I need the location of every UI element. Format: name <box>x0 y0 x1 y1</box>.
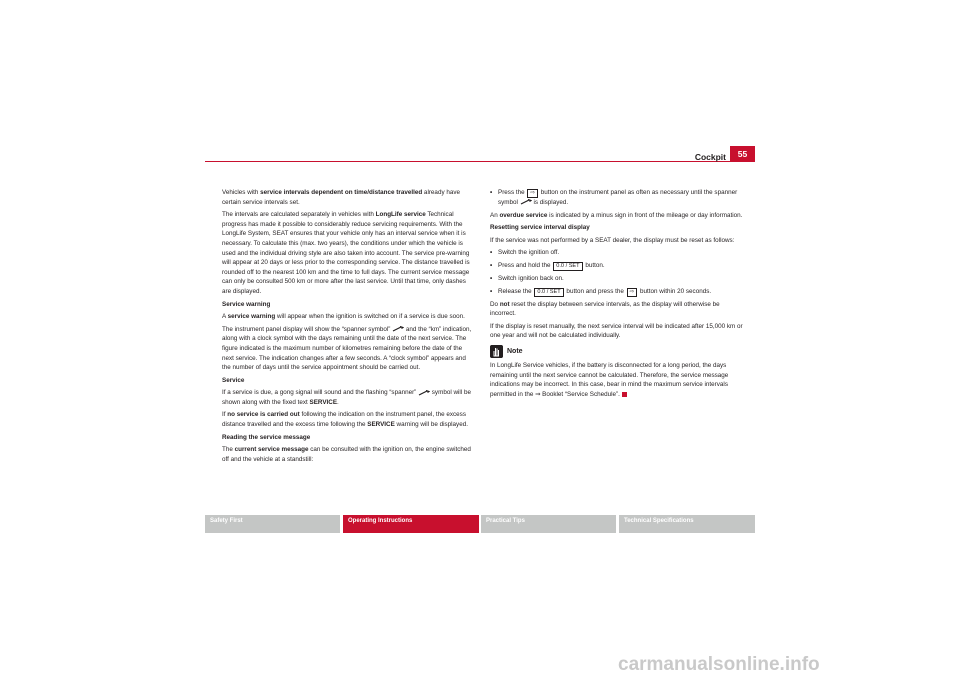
left-column <box>222 188 475 467</box>
note-hand-icon <box>490 345 503 358</box>
section-heading: Resetting service interval display <box>490 224 590 232</box>
section-heading: Reading the service message <box>222 433 311 441</box>
paragraph: An overdue service is indicated by a minus sign in front of the mileage or day information. <box>490 211 743 219</box>
list-item: • Switch the ignition off. <box>490 248 743 258</box>
arrow-button-symbol: ⇨ <box>527 189 538 198</box>
note-label: Note <box>507 347 523 355</box>
note-header <box>490 345 743 358</box>
right-column <box>490 188 743 402</box>
list-item: • Press and hold the 0.0 / SET button. <box>490 261 743 271</box>
spanner-icon <box>520 199 532 205</box>
tab-technical-specifications[interactable]: Technical Specifications <box>619 515 755 533</box>
tab-safety-first[interactable]: Safety First <box>205 515 340 533</box>
paragraph: Do not reset the display between service intervals, as the display will otherwise be incorrect. <box>490 300 720 318</box>
tab-operating-instructions[interactable]: Operating Instructions <box>343 515 479 533</box>
arrow-button-symbol: ⇨ <box>627 288 638 297</box>
watermark: carmanualsonline.info <box>618 654 820 675</box>
spanner-icon <box>392 326 404 332</box>
paragraph: If no service is carried out following the indication on the instrument panel, the excess distance travelled and the excess time following the SERVICE warning will be displayed. <box>222 411 468 429</box>
list-item: • Press the ⇨ button on the instrument panel as often as necessary until the spanner symbol is displayed. <box>490 188 743 208</box>
section-heading: Service warning <box>222 300 271 308</box>
list-item: • Switch ignition back on. <box>490 274 743 284</box>
paragraph: If the display is reset manually, the next service interval will be indicated after 15,000 km or one year and will not be calculated individually. <box>490 322 743 340</box>
paragraph: The current service message can be consulted with the ignition on, the engine switched off and the vehicle at a standstill: <box>222 446 471 463</box>
paragraph: If the service was not performed by a SEAT dealer, the display must be reset as follows: <box>490 236 735 244</box>
paragraph: The intervals are calculated separately in vehicles with LongLife service Technical progress has made it possible to considerably reduce servicing requirements. With the LongLife System, SEAT ensures that your vehicle only has an interval service when it is necessary. To calculate this (max. two years), the conditions under which the vehicle is used and the individual driving style are also taken into account. The service pre-warning will appear at 20 days or less prior to the corresponding service. The distance travelled is rounded off to the nearest 100 km and the time to full days. The current service message can only be consulted 500 km or more after the last service. Until that time, only dashes are displayed. <box>222 211 470 295</box>
paragraph: If a service is due, a gong signal will sound and the flashing “spanner” symbol will be shown along with the fixed text SERVICE. <box>222 389 471 406</box>
spanner-icon <box>418 390 430 396</box>
page-number-badge: 55 <box>730 146 755 162</box>
paragraph: Vehicles with service intervals dependent on time/distance travelled already have certain service intervals set. <box>222 189 460 206</box>
set-button-symbol: 0.0 / SET <box>553 262 582 271</box>
note-text: In LongLife Service vehicles, if the battery is disconnected for a long period, the days remaining until the next service cannot be calculated. Therefore, the service message indications may be incorrect. In this case, bear in mind the maximum service intervals permitted in the ⇒ Booklet “Service Schedule”. <box>490 361 729 398</box>
list-item: • Release the 0.0 / SET button and press the ⇨ button within 20 seconds. <box>490 287 743 297</box>
paragraph: A service warning will appear when the ignition is switched on if a service is due soon. <box>222 313 465 321</box>
paragraph: The instrument panel display will show the “spanner symbol” and the “km” indication, along with a clock symbol with the days remaining until the date of the next service. The figure indicated is the maximum number of kilometres remaining before the date of the next service. The indication changes after a few seconds. A “clock symbol” appears and the number of days until the service appointment should be carried out. <box>222 325 472 372</box>
section-heading: Service <box>222 376 245 384</box>
tab-practical-tips[interactable]: Practical Tips <box>481 515 616 533</box>
page-section-title: Cockpit <box>694 152 726 162</box>
end-of-section-icon <box>622 392 627 397</box>
set-button-symbol: 0.0 / SET <box>534 288 563 297</box>
